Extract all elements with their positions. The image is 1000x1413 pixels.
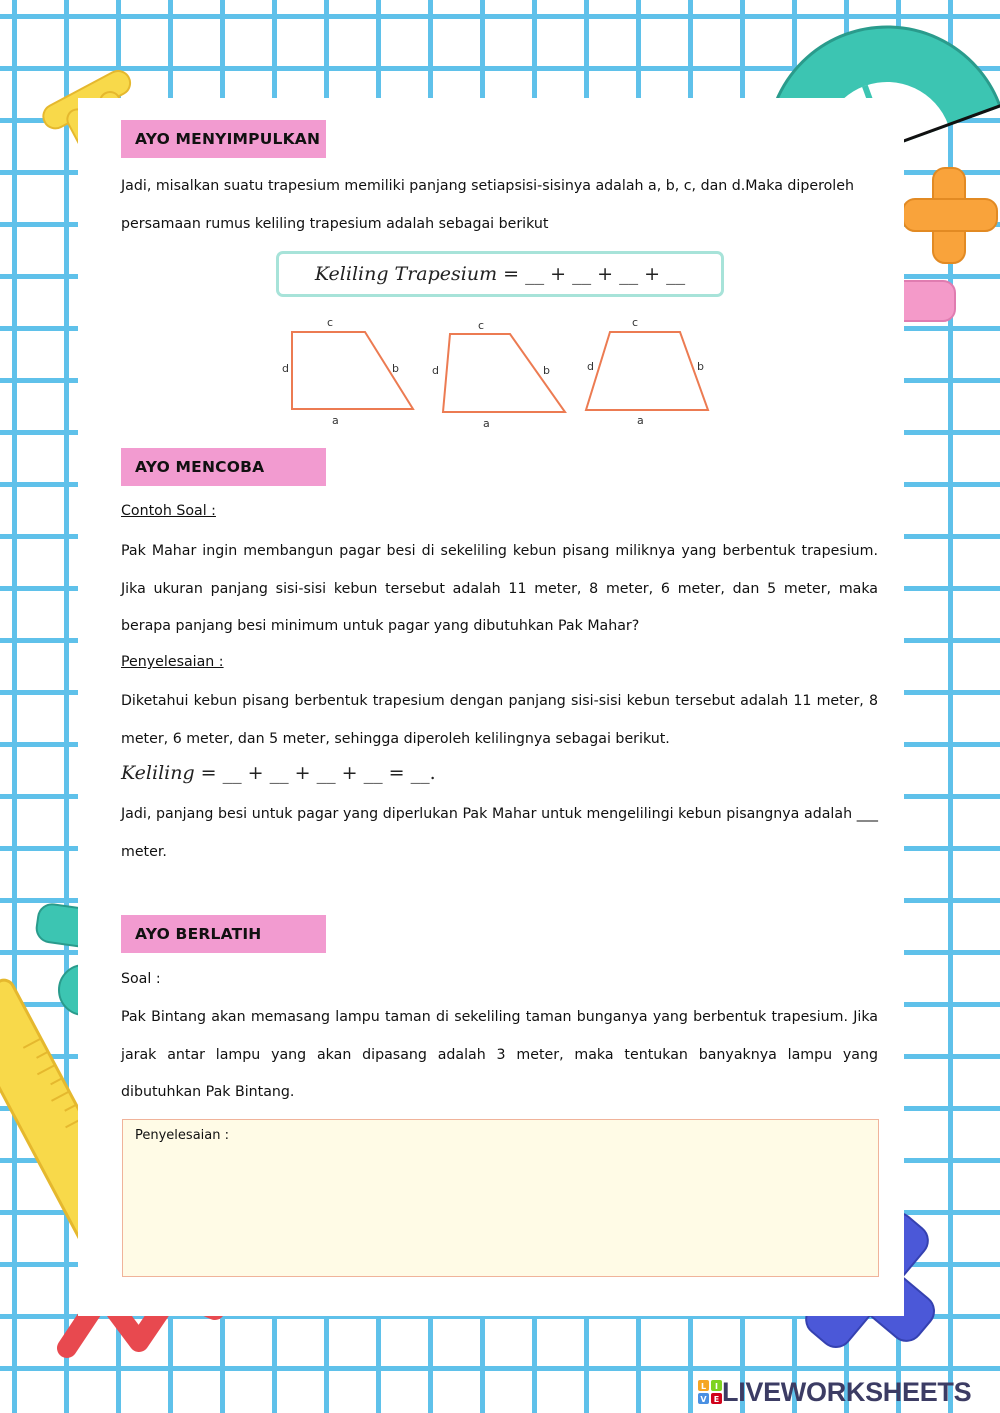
intro-line-1: Jadi, misalkan suatu trapesium memiliki panjang setiapsisi-sisinya adalah a, b, c, dan d.Maka diperoleh	[121, 178, 854, 194]
label-c-1: c	[327, 316, 334, 329]
brand-name: LIVEWORKSHEETS	[722, 1376, 972, 1407]
perimeter-formula-box	[276, 251, 724, 297]
label-b-3: b	[697, 360, 704, 373]
section-header-berlatih: AYO BERLATIH	[121, 915, 326, 953]
practice-label: Soal :	[121, 971, 161, 987]
liveworksheets-brand	[698, 1374, 971, 1410]
solution-label: Penyelesaian :	[121, 654, 224, 670]
trapezoid-diagrams	[270, 310, 730, 435]
plus-symbol-decoration	[900, 163, 1000, 268]
svg-text:L: L	[700, 1382, 707, 1391]
example-question: Pak Mahar ingin membangun pagar besi di sekeliling kebun pisang miliknya yang berbentuk trapesium. Jika ukuran panjang sisi-sisi kebun tersebut adalah 11 meter, 8 meter, 6 meter, dan 5 meter, maka berapa panjang besi minimum untuk pagar yang dibutuhkan Pak Mahar?	[121, 543, 878, 634]
example-solution: Diketahui kebun pisang berbentuk trapesium dengan panjang sisi-sisi kebun tersebut adalah 11 meter, 8 meter, 6 meter, dan 5 meter, sehingga diperoleh kelilingnya sebagai berikut.	[121, 693, 878, 747]
label-a-2: a	[483, 417, 490, 430]
label-b-2: b	[543, 364, 550, 377]
formula-rhs: = __ + __ + __ + __	[497, 263, 686, 285]
keliling-rhs: = __ + __ + __ + __ = __.	[194, 762, 436, 784]
label-c-2: c	[478, 319, 485, 332]
example-label: Contoh Soal :	[121, 503, 216, 519]
practice-question: Pak Bintang akan memasang lampu taman di sekeliling taman bunganya yang berbentuk trapesium. Jika jarak antar lampu yang akan dipasang adalah 3 meter, maka tentukan banyaknya lampu yang dibutuhkan Pak Bintang.	[121, 1009, 878, 1100]
liveworksheets-logo-icon	[698, 1380, 722, 1404]
trapezoid-isosceles	[586, 332, 708, 410]
svg-text:E: E	[713, 1395, 720, 1404]
section-header-menyimpulkan: AYO MENYIMPULKAN	[121, 120, 326, 158]
label-c-3: c	[632, 316, 639, 329]
label-b-1: b	[392, 362, 399, 375]
section-header-mencoba: AYO MENCOBA	[121, 448, 326, 486]
label-d-1: d	[282, 362, 289, 375]
keliling-word: Keliling	[121, 762, 195, 784]
label-a-1: a	[332, 414, 339, 427]
keliling-equation	[121, 762, 436, 784]
svg-text:V: V	[700, 1395, 707, 1404]
intro-line-2: persamaan rumus keliling trapesium adalah sebagai berikut	[121, 216, 549, 232]
label-a-3: a	[637, 414, 644, 427]
answer-label: Penyelesaian :	[135, 1128, 229, 1143]
label-d-2: d	[432, 364, 439, 377]
svg-text:I: I	[715, 1382, 718, 1391]
answer-box[interactable]	[122, 1119, 879, 1277]
example-conclusion: Jadi, panjang besi untuk pagar yang diperlukan Pak Mahar untuk mengelilingi kebun pisangnya adalah ___ meter.	[121, 806, 878, 860]
formula-lhs: Keliling Trapesium	[314, 263, 498, 285]
label-d-3: d	[587, 360, 594, 373]
